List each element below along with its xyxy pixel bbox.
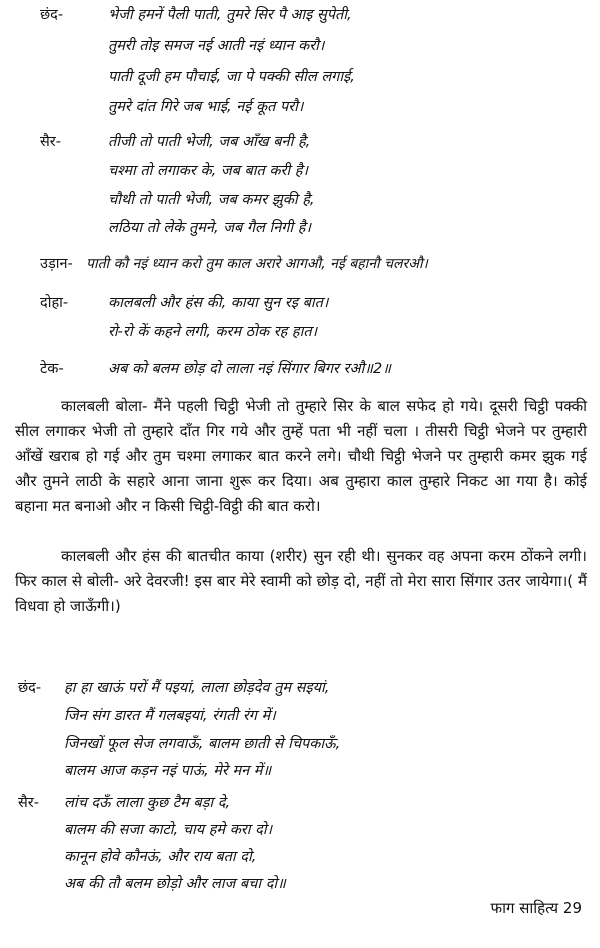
verse-line: पाती कौ नइं ध्यान करो तुम काल अरारे आगऔ, नई बहानौ चलरऔ। (86, 256, 428, 272)
verse-line: चश्मा तो लगाकर के, जब बात करी है। (108, 163, 308, 179)
verse-line: कानून होवे कौनऊं, और राय बता दो, (64, 849, 257, 865)
verse-line: लठिया तो लेके तुमने, जब गैल निगी है। (108, 220, 311, 236)
verse-label: टेक- (40, 361, 64, 377)
verse-line: हा हा खाऊं परों मैं पइयां, लाला छोड़देव तुम सइयां, (64, 680, 330, 696)
verse-line: तीजी तो पाती भेजी, जब आँख बनी है, (108, 134, 311, 150)
verse-line: तुमरे दांत गिरे जब भाई, नई कूत परौ। (108, 99, 304, 115)
prose-paragraph-2 (15, 544, 587, 619)
page-footer (491, 898, 582, 918)
verse-line: लांच दऊँ लाला कुछ टैम बड़ा दे, (64, 795, 231, 811)
verse-line: रो-रो कें कहने लगी, करम ठोक रह हात। (108, 324, 318, 340)
paragraph-text: कालबली और हंस की बातचीत काया (शरीर) सुन रही थी। सुनकर वह अपना करम ठोंकने लगी। फिर काल से बोली- अरे देवरजी! इस बार मेरे स्वामी को छोड़ दो, नहीं तो मेरा सारा सिंगार उतर जायेगा।( मैं विधवा हो जाऊँगी।) (15, 547, 587, 615)
verse-label: उड़ान- (40, 256, 73, 272)
verse-line: जिन संग डारत मैं गलबइयां, रंगती रंग में। (64, 708, 276, 724)
prose-paragraph-1 (15, 394, 587, 519)
verse-line: कालबली और हंस की, काया सुन रइ बात। (108, 295, 329, 311)
verse-label: सैर- (18, 795, 39, 811)
verse-line: अब को बलम छोड़ दो लाला नइं सिंगार बिगर रऔ॥2॥ (108, 361, 391, 377)
paragraph-text: कालबली बोला- मैंने पहली चिट्ठी भेजी तो तुम्हारे सिर के बाल सफेद हो गये। दूसरी चिट्ठी पक्की सील लगाकर भेजी तो तुम्हारे दाँत गिर गये और तुम्हें पता भी नहीं चला । तीसरी चिट्ठी भेजने पर तुम्हारी आँखें खराब हो गई और तुम चश्मा लगाकर बात करने लगे। चौथी चिट्ठी भेजने पर तुम्हारी कमर झुक गई और तुमने लाठी के सहारे आना जाना शुरू कर दिया। अब तुम्हारा काल तुम्हारे निकट आ गया है। कोई बहाना मत बनाओ और न किसी चिट्ठी-विट्ठी की बात करो। (15, 397, 587, 515)
verse-line: चौथी तो पाती भेजी, जब कमर झुकी है, (108, 192, 315, 208)
verse-line: अब की तौ बलम छोड़ो और लाज बचा दो॥ (64, 876, 286, 892)
book-title: फाग साहित्य (490, 899, 559, 917)
verse-line: पाती दूजी हम पौचाई, जा पे पक्की सील लगाई, (108, 69, 355, 85)
verse-label: सैर- (40, 134, 61, 150)
verse-label: छंद- (40, 7, 64, 23)
verse-line: बालम आज कड़न नइं पाऊं, मेरे मन में॥ (64, 763, 272, 779)
verse-label: छंद- (18, 680, 42, 696)
verse-line: भेजी हमनें पैली पाती, तुमरे सिर पै आइ सुपेती, (108, 7, 352, 23)
verse-line: जिनखों फूल सेज लगवाऊँ, बालम छाती से चिपकाऊँ, (64, 736, 341, 752)
verse-line: बालम की सजा काटो, चाय हमे करा दो। (64, 822, 273, 838)
verse-label: दोहा- (40, 295, 69, 311)
verse-line: तुमरी तोइ समज नई आती नइं ध्यान करौ। (108, 38, 325, 54)
page-number: 29 (562, 899, 582, 917)
